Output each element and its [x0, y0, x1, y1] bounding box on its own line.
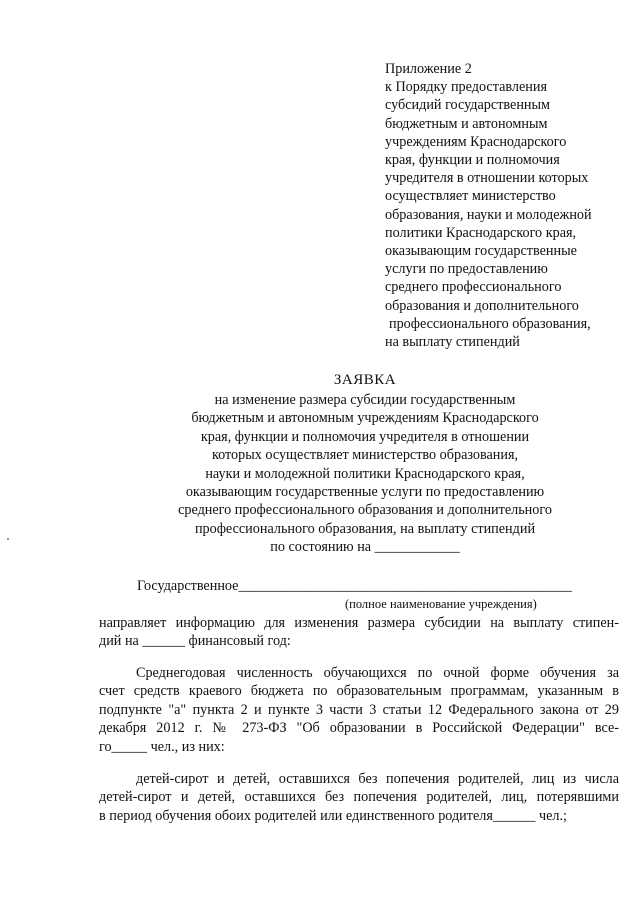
paragraph-2 — [99, 664, 619, 756]
paragraph-line: декабря 2012 г. № 273-ФЗ "Об образовании в Российской Федерации" все- — [99, 720, 619, 737]
paragraph-line: детей-сирот и детей, оставшихся без попечения родителей, лиц, потерявшими — [99, 789, 619, 806]
appendix-line: оказывающим государственные — [385, 243, 577, 260]
subtitle-line: оказывающим государственные услуги по предоставлению — [185, 484, 545, 501]
appendix-line: политики Краснодарского края, — [385, 224, 577, 241]
appendix-line: на выплату стипендий — [385, 334, 520, 351]
appendix-line: среднего профессионального — [385, 279, 562, 296]
paragraph-line: подпункте "а" пункта 2 и пункте 3 части 3 статьи 12 Федерального закона от 29 — [99, 701, 619, 718]
paragraph-1 — [99, 614, 619, 651]
paragraph-line: счет средств краевого бюджета по образовательным программам, указанным в — [99, 683, 619, 700]
appendix-line: образования, науки и молодежной — [385, 206, 592, 223]
institution-caption: (полное наименование учреждения) — [345, 597, 537, 611]
appendix-line: учреждениям Краснодарского — [385, 133, 567, 150]
document-title: ЗАЯВКА — [333, 372, 397, 388]
paragraph-line: Среднегодовая численность обучающихся по очной форме обучения за — [136, 665, 619, 681]
subtitle-line: профессионального образования, на выплату стипендий — [194, 520, 536, 537]
institution-line — [137, 577, 617, 595]
appendix-block — [385, 60, 635, 351]
paragraph-line: дий на ______ финансовый год: — [99, 633, 291, 650]
paragraph-line: в период обучения обоих родителей или единственного родителя______ чел.; — [99, 807, 567, 824]
appendix-line: услуги по предоставлению — [385, 261, 548, 278]
paragraph-line: го_____ чел., из них: — [99, 738, 225, 755]
subtitle-line: среднего профессионального образования и дополнительного — [178, 502, 552, 519]
appendix-line: субсидий государственным — [385, 97, 551, 114]
subtitle-line: бюджетным и автономным учреждениям Краснодарского — [191, 410, 539, 427]
appendix-line: к Порядку предоставления — [385, 79, 547, 96]
appendix-line: бюджетным и автономным — [385, 115, 548, 132]
appendix-line: края, функции и полномочия — [385, 152, 560, 169]
subtitle-line: которых осуществляет министерство образования, — [211, 447, 519, 464]
subtitle-line: края, функции и полномочия учредителя в отношении — [200, 428, 530, 445]
subtitle-line: на изменение размера субсидии государственным — [214, 392, 516, 408]
appendix-line: профессионального образования, — [389, 315, 591, 332]
as-of-date-line: по состоянию на ____________ — [270, 539, 460, 556]
paragraph-line: направляет информацию для изменения размера субсидии на выплату стипен- — [99, 615, 619, 631]
appendix-line: учредителя в отношении которых — [385, 170, 589, 187]
subtitle-line: науки и молодежной политики Краснодарского края, — [205, 465, 525, 482]
appendix-line: осуществляет министерство — [385, 188, 556, 205]
institution-field: Государственное_______________________________________________ — [137, 578, 572, 594]
paragraph-line: детей-сирот и детей, оставшихся без попечения родителей, лиц из числа — [136, 771, 619, 787]
paragraph-3 — [99, 770, 619, 825]
document-subtitle — [60, 391, 640, 557]
appendix-line: Приложение 2 — [385, 61, 472, 77]
appendix-line: образования и дополнительного — [385, 297, 579, 314]
scan-artifact — [7, 538, 9, 540]
